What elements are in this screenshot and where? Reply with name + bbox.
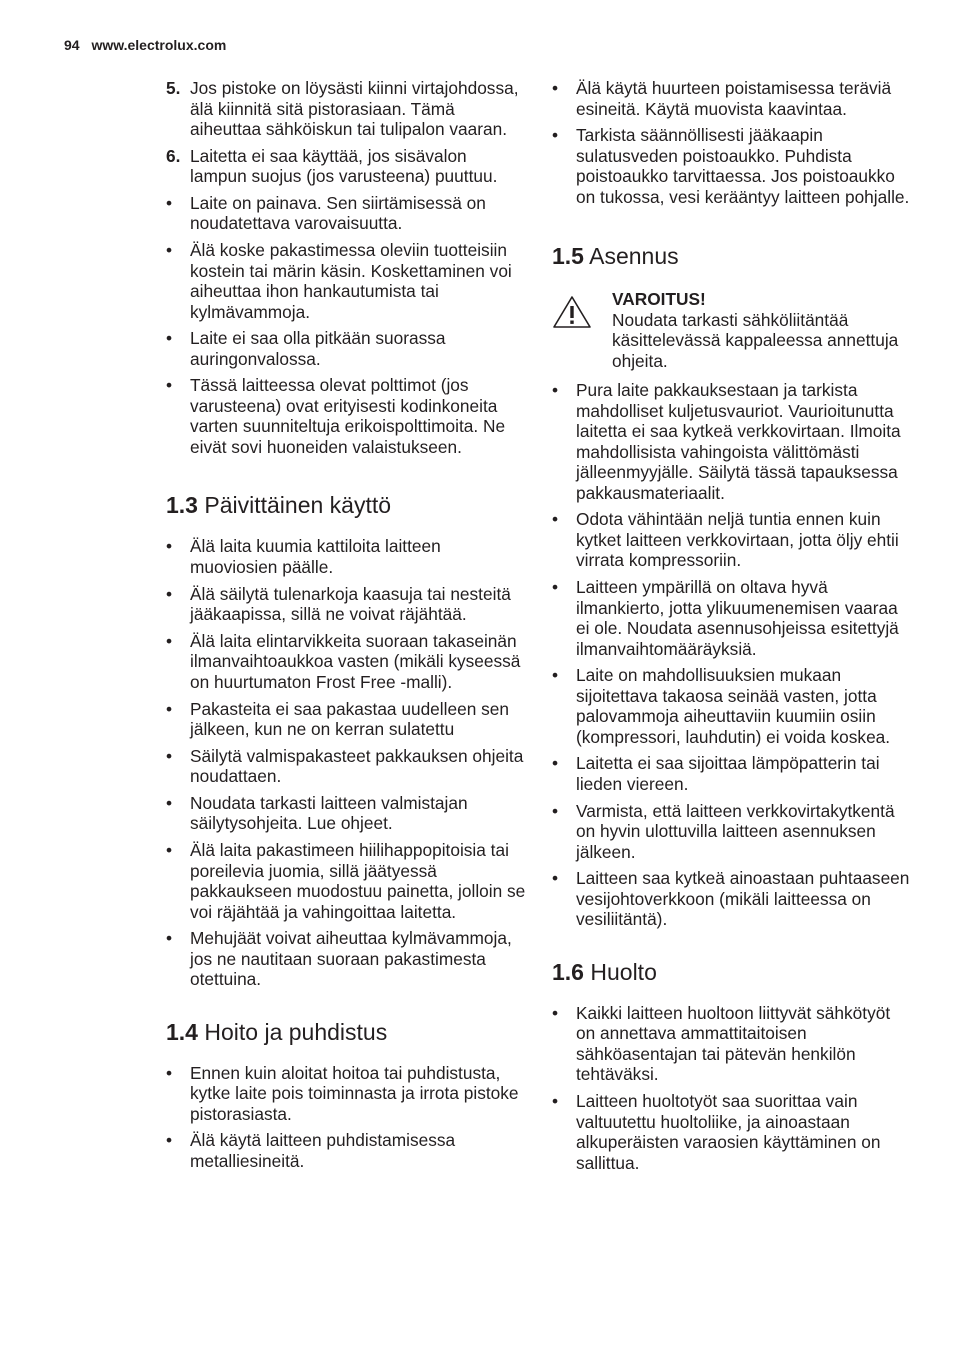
list-item [166,328,526,369]
list-item-text: Älä laita pakastimeen hiilihappopitoisia tai poreilevia juomia, sillä jäätyessä pakkaukseen muodostuu painetta, jolloin se voi räjähtää ja vahingoittaa laitetta. [190,840,526,922]
section-number: 1.4 [166,1018,198,1045]
list-number: 6. [166,145,181,166]
list-item [166,1063,526,1125]
warning-triangle-icon [552,295,592,329]
list-item-text: Varmista, että laitteen verkkovirtakytkentä on hyvin ulottuvilla laitteen asennuksen jälkeen. [576,800,895,862]
list-item-text: Älä laita elintarvikkeita suoraan takaseinän ilmanvaihtoaukkoa vasten (mikäli kyseessä on huurtumaton Frost Free -malli). [190,630,521,692]
bullet: • [166,698,173,719]
intro-list [166,78,526,457]
section-title: Päivittäinen käyttö [204,492,392,519]
right-column [552,78,912,1179]
bullet: • [166,536,173,557]
section-number: 1.5 [552,243,584,270]
bullet: • [552,509,559,530]
list-item-text: Säilytä valmispakasteet pakkauksen ohjeita noudattaen. [190,745,524,787]
daily-use-list [166,536,526,989]
bullet: • [552,665,559,686]
list-item-text: Laitteen ympärillä on oltava hyvä ilmankierto, jotta ylikuumenemisen vaaraa ei ole. Noudata asennusohjeissa esitettyjä ilmanvaihtomääräyksiä. [576,577,899,659]
list-item-text: Tässä laitteessa olevat polttimot (jos varusteena) ovat erityisesti kodinkoneita varten suunniteltuja erikoispolttimoita. Ne eivät sovi huoneiden valaistukseen. [190,375,506,457]
list-item-text: Älä laita kuumia kattiloita laitteen muoviosien päälle. [190,536,441,577]
installation-list [552,380,912,930]
section-heading-1-4 [166,1018,526,1046]
list-item-text: Kaikki laitteen huoltoon liittyvät sähkötyöt on annettava ammattitaitoisen sähköasentajan tai pätevän henkilön tehtäväksi. [576,1002,891,1085]
list-item-text: Laite on mahdollisuuksien mukaan sijoitettava takaosa seinää vasten, jotta palovammoja aiheuttaviin kuumiin osiin (kompressori, lauhdutin) ei voida koskea. [576,665,891,747]
list-item-text: Ennen kuin aloitat hoitoa tai puhdistusta, kytke laite pois toiminnasta ja irrota pistoke pistorasiasta. [190,1062,519,1124]
bullet: • [166,1130,173,1151]
list-item [166,146,526,187]
list-item [166,584,526,625]
list-item [166,928,526,990]
bullet: • [552,1002,559,1023]
bullet: • [166,745,173,766]
list-item [166,78,526,140]
list-item-text: Noudata tarkasti laitteen valmistajan säilytysohjeita. Lue ohjeet. [190,792,468,834]
left-column [166,78,526,1178]
section-heading-1-6 [552,958,912,986]
bullet: • [166,583,173,604]
list-item [552,125,912,207]
section-number: 1.3 [166,492,198,519]
list-item [552,753,912,794]
bullet: • [552,868,559,889]
list-item [166,793,526,834]
bullet: • [166,840,173,861]
list-item [166,375,526,457]
section-number: 1.6 [552,958,584,985]
service-list [552,1003,912,1173]
bullet: • [552,1091,559,1111]
bullet: • [552,800,559,821]
warning-box [552,289,912,371]
list-item-text: Älä käytä laitteen puhdistamisessa metalliesineitä. [190,1130,456,1171]
list-item-text: Pura laite pakkauksestaan ja tarkista mahdolliset kuljetusvauriot. Vaurioitunutta laitetta ei saa kytkeä verkkovirtaan. Ilmoita mahdollisista vahingoista välittömästi jälleenmyyjälle. Säilytä tässä tapauksessa pakkausmateriaalit. [576,380,901,503]
list-number: 5. [166,78,181,98]
bullet: • [552,577,559,598]
list-item [166,193,526,234]
section-heading-1-5 [552,242,912,270]
list-item-text: Tarkista säännöllisesti jääkaapin sulatusveden poistoaukko. Puhdista poistoaukko tarvittaessa. Jos poistoaukko on tukossa, vesi kerääntyy laitteen pohjalle. [576,125,910,207]
list-item [552,577,912,659]
list-item [552,801,912,863]
page-number: 94 [64,37,80,53]
list-item [166,699,526,740]
list-item [552,1091,912,1173]
list-item-text: Laitteen saa kytkeä ainoastaan puhtaaseen vesijohtoverkkoon (mikäli laitteessa on vesiliitäntä). [576,868,910,930]
list-item-text: Mehujäät voivat aiheuttaa kylmävammoja, jos ne nautitaan suoraan pakastimesta otettuina. [190,928,512,990]
list-item-text: Laitteen huoltotyöt saa suorittaa vain valtuutettu huoltoliike, ja ainoastaan alkuperäisten varaosien käyttäminen on sallittua. [576,1091,881,1173]
section-heading-1-3 [166,491,526,519]
list-item [552,868,912,930]
bullet: • [166,630,173,651]
list-item-text: Laitetta ei saa käyttää, jos sisävalon lampun suojus (jos varusteena) puuttuu. [190,145,498,187]
site-url: www.electrolux.com [91,37,227,53]
list-item [552,78,912,119]
list-item [166,1130,526,1171]
bullet: • [166,240,173,261]
section-title: Hoito ja puhdistus [204,1018,388,1045]
bullet: • [166,792,173,813]
list-item [166,240,526,322]
bullet: • [552,380,559,401]
list-item-text: Älä säilytä tulenarkoja kaasuja tai nesteitä jääkaapissa, sillä ne voivat räjähtää. [190,583,511,625]
warning-text: Noudata tarkasti sähköliitäntää käsittelevässä kappaleessa annettuja ohjeita. [612,309,899,371]
list-item-text: Odota vähintään neljä tuntia ennen kuin kytket laitteen verkkovirtaan, jotta öljy ehtii virrata kompressoriin. [576,509,899,571]
bullet: • [166,192,173,213]
list-item-text: Jos pistoke on löysästi kiinni virtajohdossa, älä kiinnitä sitä pistorasiaan. Tämä aiheuttaa sähköiskun tai tulipalon vaaran. [190,78,519,139]
list-item [166,746,526,787]
section-title: Asennus [589,243,679,270]
list-item-text: Laitetta ei saa sijoittaa lämpöpatterin tai lieden viereen. [576,753,880,794]
page-header [64,37,226,53]
warning-title: VAROITUS! [612,289,706,310]
list-item-text: Pakasteita ei saa pakastaa uudelleen sen jälkeen, kun ne on kerran sulatettu [190,698,509,739]
list-item [552,509,912,571]
list-item [552,665,912,747]
list-item [166,536,526,577]
bullet: • [552,753,559,774]
list-item [166,631,526,693]
list-item [166,840,526,922]
list-item [552,1003,912,1085]
section-title: Huolto [590,958,657,985]
list-item-text: Laite ei saa olla pitkään suorassa auringonvalossa. [190,328,446,369]
bullet: • [166,1062,173,1083]
list-item-text: Laite on painava. Sen siirtämisessä on noudatettava varovaisuutta. [190,192,486,234]
bullet: • [166,328,173,349]
bullet: • [166,928,173,949]
list-item-text: Älä koske pakastimessa oleviin tuotteisiin kostein tai märin käsin. Koskettaminen voi aiheuttaa ihon hankautumista tai kylmävammoja. [190,240,512,322]
list-item [552,380,912,503]
bullet: • [552,78,559,98]
bullet: • [166,375,173,396]
defrost-list [552,78,912,207]
bullet: • [552,125,559,146]
care-cleaning-list [166,1063,526,1172]
list-item-text: Älä käytä huurteen poistamisessa teräviä esineitä. Käytä muovista kaavintaa. [576,78,892,119]
